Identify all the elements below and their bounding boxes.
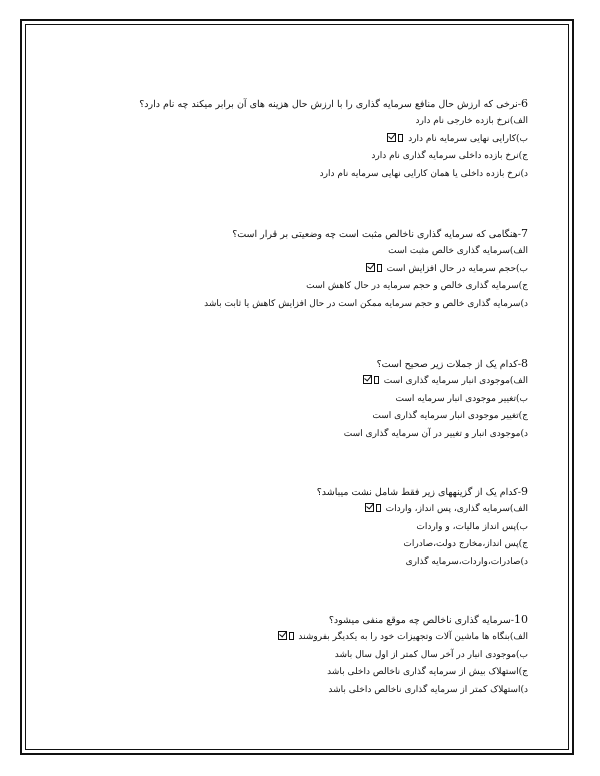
checkmark-icon — [365, 503, 374, 512]
option-text: استهلاک کمتر از سرمایه گذاری ناخالص داخلی باشد — [328, 684, 521, 695]
question-number: 8 — [521, 357, 528, 370]
option-c[interactable] — [68, 536, 528, 554]
option-text: تغییر موجودی انبار سرمایه است — [395, 393, 517, 404]
option-a[interactable] — [68, 629, 528, 647]
option-label: ب) — [516, 393, 528, 404]
question-number: 10 — [514, 613, 528, 626]
question-10 — [68, 612, 528, 699]
question-8 — [68, 356, 528, 443]
option-text: نرخ بازده خارجی نام دارد — [415, 116, 510, 126]
option-d[interactable] — [68, 166, 528, 184]
question-title — [68, 484, 528, 501]
option-a[interactable] — [68, 113, 528, 131]
option-d[interactable] — [68, 554, 528, 572]
option-c[interactable] — [68, 278, 528, 296]
checkmark-icon — [363, 375, 372, 384]
blank-box-icon — [289, 632, 294, 640]
question-7 — [68, 226, 528, 313]
option-b[interactable] — [68, 261, 528, 279]
option-text: موجودی انبار در آخر سال کمتر از اول سال باشد — [334, 649, 517, 660]
option-a[interactable] — [68, 373, 528, 391]
blank-box-icon — [398, 134, 403, 142]
question-number: 7 — [521, 227, 528, 240]
question-text: -کدام یک از گزینههای زیر فقط شامل نشت میباشد؟ — [316, 487, 521, 498]
option-text: سرمایه گذاری، پس انداز، واردات — [385, 504, 510, 514]
option-label: د) — [520, 428, 528, 439]
option-label: ب) — [516, 521, 528, 532]
option-text: موجودی انبار و تغییر در آن سرمایه گذاری است — [343, 428, 521, 439]
option-text: حجم سرمایه در حال افزایش است — [386, 263, 517, 274]
option-text: استهلاک بیش از سرمایه گذاری ناخالص داخلی باشد — [327, 667, 519, 677]
question-text: -هنگامی که سرمایه گذاری ناخالص مثبت است چه وضعیتی بر قرار است؟ — [232, 229, 521, 240]
option-label: الف) — [509, 116, 528, 126]
option-text: سرمایه گذاری خالص و حجم سرمایه ممکن است در حال افزایش کاهش یا ثابت باشد — [204, 298, 521, 309]
option-text: سرمایه گذاری خالص و حجم سرمایه در حال کاهش است — [306, 281, 519, 291]
question-6 — [68, 96, 528, 183]
question-title — [68, 226, 528, 243]
option-c[interactable] — [68, 664, 528, 682]
option-label: الف) — [509, 632, 528, 642]
option-label: ب) — [516, 263, 528, 274]
option-c[interactable] — [68, 408, 528, 426]
question-title — [68, 612, 528, 629]
option-d[interactable] — [68, 682, 528, 700]
checkmark-icon — [278, 631, 287, 640]
question-9 — [68, 484, 528, 571]
option-d[interactable] — [68, 426, 528, 444]
option-c[interactable] — [68, 148, 528, 166]
option-label: ج) — [518, 281, 528, 291]
option-text: نرخ بازده داخلی سرمایه گذاری نام دارد — [371, 151, 519, 161]
option-b[interactable] — [68, 519, 528, 537]
option-text: موجودی انبار سرمایه گذاری است — [383, 376, 510, 386]
question-title — [68, 96, 528, 113]
option-label: ج) — [518, 411, 528, 421]
question-number: 9 — [521, 485, 528, 498]
option-label: ج) — [518, 151, 528, 161]
option-text: بنگاه ها ماشین آلات وتجهیزات خود را به یکدیگر بفروشند — [298, 632, 510, 642]
option-label: ب) — [516, 649, 528, 660]
question-title — [68, 356, 528, 373]
question-number: 6 — [521, 97, 528, 110]
option-label: الف) — [509, 376, 528, 386]
question-text: -کدام یک از جملات زیر صحیح است؟ — [376, 359, 521, 370]
option-text: تغییر موجودی انبار سرمایه گذاری است — [372, 411, 519, 421]
option-text: پس انداز مالیات، و واردات — [416, 521, 517, 532]
question-text: -نرخی که ارزش حال منافع سرمایه گذاری را با ارزش حال هزینه های آن برابر میکند چه نام دارد؟ — [139, 99, 521, 110]
option-text: سرمایه گذاری خالص مثبت است — [388, 246, 510, 256]
option-a[interactable] — [68, 243, 528, 261]
question-text: -سرمایه گذاری ناخالص چه موقع منفی میشود؟ — [328, 615, 514, 626]
blank-box-icon — [376, 504, 381, 512]
option-b[interactable] — [68, 391, 528, 409]
option-label: ب) — [516, 133, 528, 144]
option-label: الف) — [509, 504, 528, 514]
blank-box-icon — [377, 264, 382, 272]
option-b[interactable] — [68, 647, 528, 665]
option-b[interactable] — [68, 131, 528, 149]
option-text: صادرات،واردات،سرمایه گذاری — [405, 556, 521, 567]
option-label: ج) — [518, 667, 528, 677]
option-label: د) — [520, 298, 528, 309]
blank-box-icon — [374, 376, 379, 384]
option-text: نرخ بازده داخلی یا همان کارایی نهایی سرمایه نام دارد — [319, 168, 521, 179]
option-label: د) — [520, 684, 528, 695]
option-label: د) — [520, 168, 528, 179]
option-label: الف) — [509, 246, 528, 256]
checkmark-icon — [366, 263, 375, 272]
option-label: ج) — [518, 539, 528, 549]
option-text: کارایی نهایی سرمایه نام دارد — [408, 133, 517, 144]
option-label: د) — [520, 556, 528, 567]
checkmark-icon — [387, 133, 396, 142]
option-d[interactable] — [68, 296, 528, 314]
option-text: پس انداز،مخارج دولت،صادرات — [403, 539, 519, 549]
option-a[interactable] — [68, 501, 528, 519]
